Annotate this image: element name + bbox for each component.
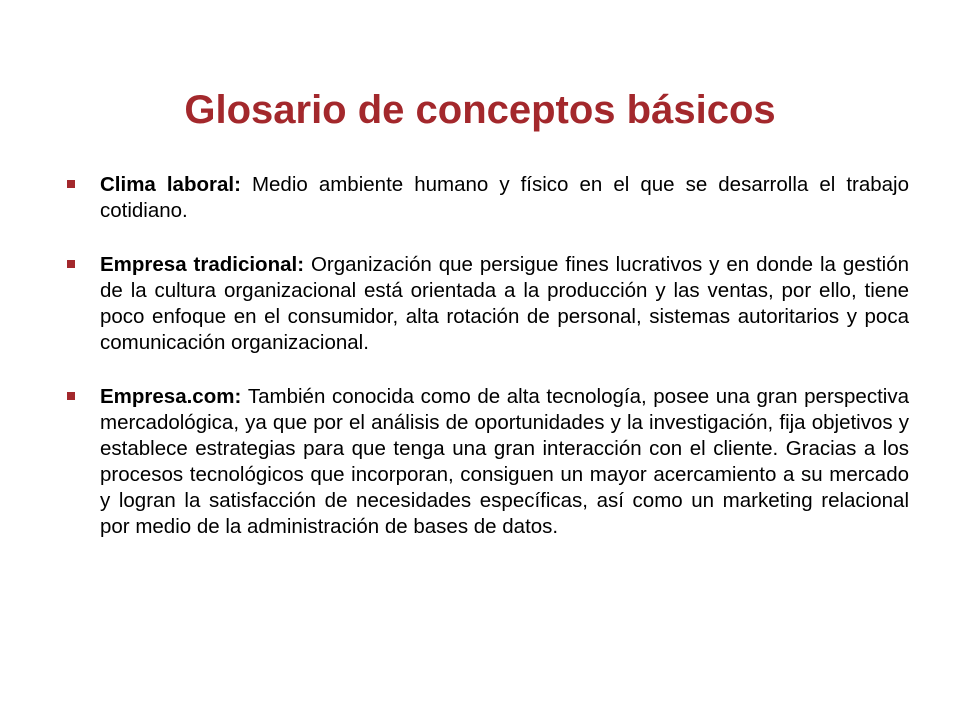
square-bullet-icon	[67, 180, 75, 188]
glossary-term: Clima laboral:	[100, 173, 252, 196]
glossary-list	[67, 172, 909, 540]
glossary-definition: Medio ambiente humano y físico en el que se desarrolla el trabajo cotidiano.	[100, 173, 909, 222]
glossary-term: Empresa.com:	[100, 385, 248, 408]
glossary-item-clima-laboral	[67, 172, 909, 224]
square-bullet-icon	[67, 392, 75, 400]
glossary-item-empresa-tradicional	[67, 252, 909, 356]
slide-title: Glosario de conceptos básicos	[184, 88, 776, 132]
glossary-term: Empresa tradicional:	[100, 253, 311, 276]
glossary-item-empresa-com	[67, 384, 909, 540]
glossary-definition: Organización que persigue fines lucrativos y en donde la gestión de la cultura organizacional está orientada a la producción y las ventas, por ello, tiene poco enfoque en el consumidor, alta rotación de personal, sistemas autoritarios y poca comunicación organizacional.	[100, 253, 909, 354]
square-bullet-icon	[67, 260, 75, 268]
glossary-definition: También conocida como de alta tecnología, posee una gran perspectiva mercadológica, ya que por el análisis de oportunidades y la investigación, fija objetivos y establece estrategias para que tenga una gran interacción con el cliente. Gracias a los procesos tecnológicos que incorporan, consiguen un mayor acercamiento a su mercado y logran la satisfacción de necesidades específicas, así como un marketing relacional por medio de la administración de bases de datos.	[100, 385, 909, 538]
